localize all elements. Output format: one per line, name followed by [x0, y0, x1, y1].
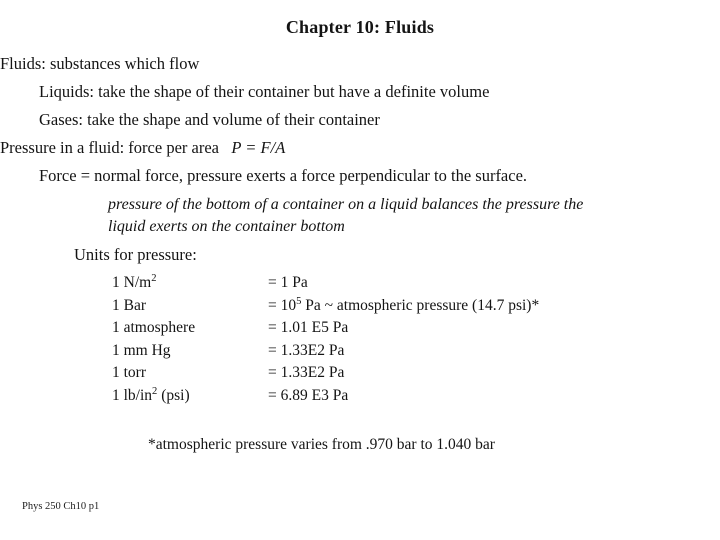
slide-footer: Phys 250 Ch10 p1	[22, 501, 100, 512]
outline-item-text: Gases: take the shape and volume of their container	[39, 110, 380, 129]
unit-value-cell: = $10^5$ Pa ~ atmospheric pressure (14.7 psi)*	[268, 295, 540, 314]
unit-value-cell: = 1 Pa	[268, 274, 308, 291]
unit-name-cell: 1 mm Hg	[112, 341, 171, 359]
outline-body	[0, 50, 720, 190]
unit-name-cell: 1 $N/m^2$	[112, 272, 157, 291]
outline-item	[0, 50, 720, 78]
table-row	[112, 272, 539, 295]
outline-item	[0, 162, 720, 190]
table-row	[112, 295, 539, 318]
pressure-formula: P = F/A	[231, 138, 286, 157]
unit-value-cell: = 6.89 E3 Pa	[268, 386, 349, 404]
unit-value-cell: = 1.33E2 Pa	[268, 364, 345, 381]
outline-item	[0, 134, 720, 162]
table-row	[112, 317, 539, 340]
outline-item-text: Liquids: take the shape of their container but have a definite volume	[39, 82, 490, 101]
emphasis-line: liquid exerts on the container bottom	[108, 218, 345, 235]
table-row	[112, 362, 539, 385]
unit-value-cell: = 1.01 E5 Pa	[268, 319, 349, 336]
outline-item-text: Fluids: substances which flow	[0, 54, 200, 73]
unit-name-cell: 1 torr	[112, 364, 147, 381]
outline-item-text: Pressure in a fluid: force per area	[0, 138, 219, 157]
unit-name-cell: 1 $lb/in^2$ (psi)	[112, 385, 190, 404]
table-row	[112, 385, 539, 408]
outline-item	[0, 78, 720, 106]
page-title: Chapter 10: Fluids	[285, 17, 435, 37]
outline-item	[0, 106, 720, 134]
unit-name-cell: 1 atmosphere	[112, 319, 196, 336]
units-heading: Units for pressure:	[74, 245, 197, 264]
outline-item-text: Force = normal force, pressure exerts a force perpendicular to the surface.	[39, 166, 528, 185]
units-table	[112, 272, 539, 407]
table-row	[112, 340, 539, 363]
emphasis-line: pressure of the bottom of a container on a liquid balances the pressure the	[108, 196, 584, 213]
footnote: *atmospheric pressure varies from .970 bar to 1.040 bar	[148, 436, 495, 453]
unit-value-cell: = 1.33E2 Pa	[268, 341, 345, 359]
emphasis-paragraph	[108, 194, 668, 238]
unit-name-cell: 1 Bar	[112, 296, 147, 314]
